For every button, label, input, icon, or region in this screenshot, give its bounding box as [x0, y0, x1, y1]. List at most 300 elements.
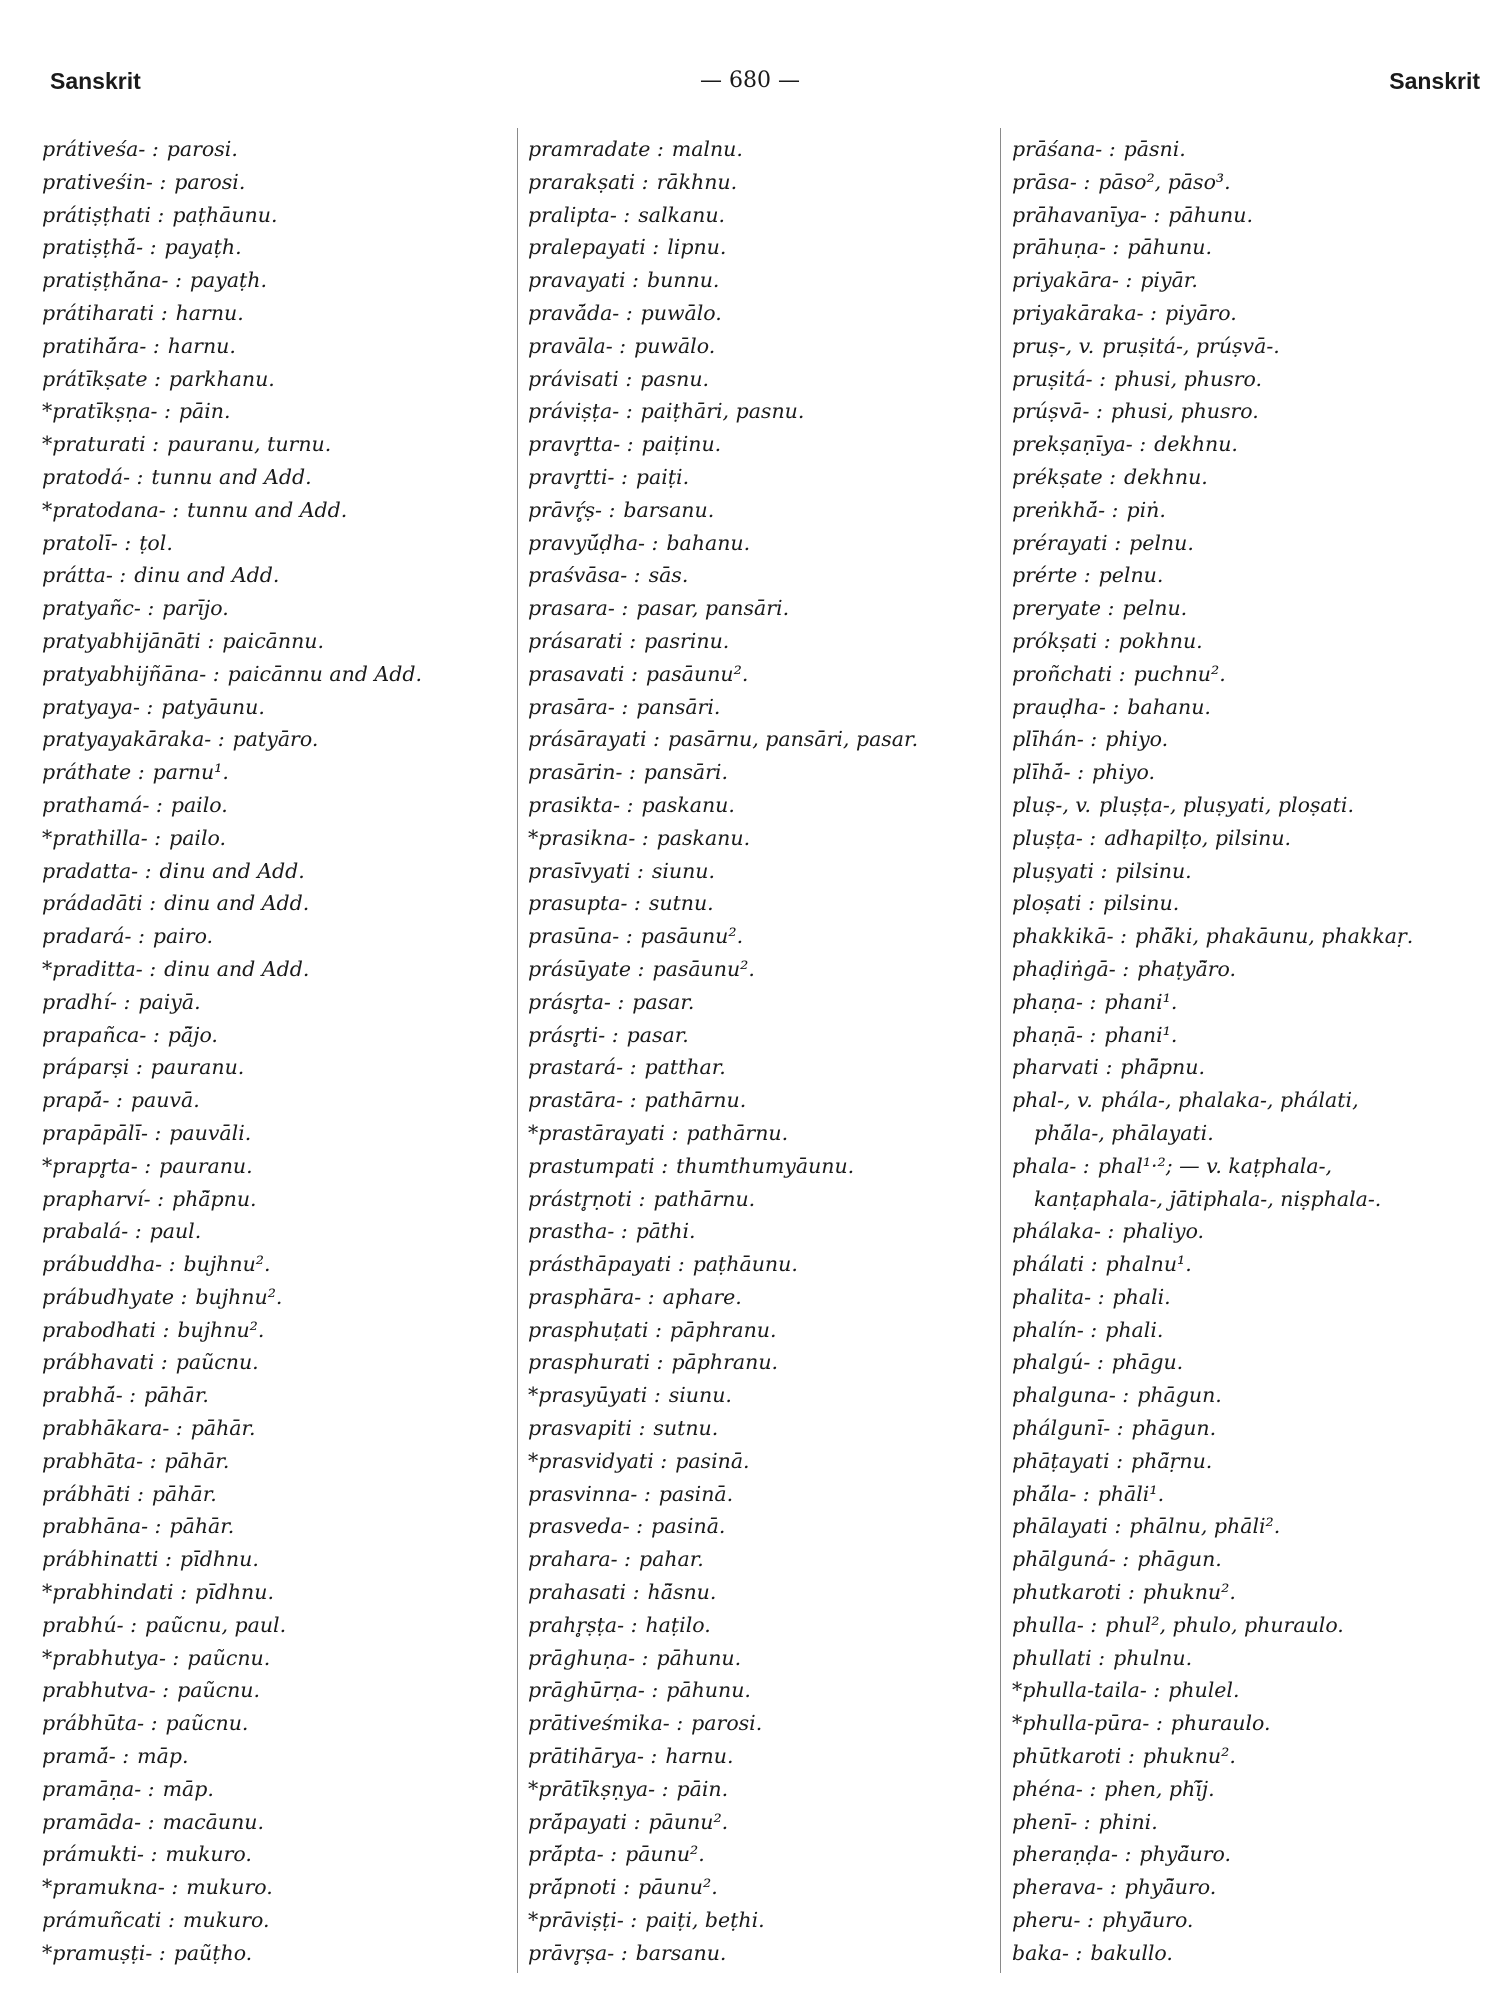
- entry-headword: *prāviṣṭi- :: [528, 1908, 638, 1933]
- dictionary-entry: [1012, 1707, 1492, 1740]
- entry-headword: priyakāraka- :: [1012, 300, 1157, 325]
- entry-headword: pramradate :: [528, 137, 664, 161]
- entry-headword: prastará- :: [528, 1055, 637, 1080]
- entry-headword: pravyū́ḍha- :: [528, 530, 659, 555]
- entry-references: paũcnu.: [165, 1711, 249, 1736]
- dictionary-entry: [42, 1543, 512, 1576]
- dictionary-entry: [528, 1314, 998, 1347]
- entry-headword: *phulla-pūra- :: [1012, 1711, 1163, 1736]
- dictionary-entry: [528, 953, 998, 986]
- entry-references: thumthumyāunu.: [676, 1153, 855, 1178]
- entry-headword: prasara- :: [528, 596, 629, 621]
- entry-headword: prabalá- :: [42, 1219, 142, 1244]
- dictionary-entry: [528, 920, 998, 953]
- dictionary-entry: [528, 1051, 998, 1084]
- dictionary-entry: [1012, 1642, 1492, 1675]
- entry-references: ṭol.: [139, 530, 173, 555]
- entry-references: pāhār.: [164, 1448, 230, 1473]
- dictionary-entry: [1012, 1510, 1492, 1543]
- entry-references: pasinā.: [658, 1481, 734, 1506]
- entry-references: phā̃ṛnu.: [1131, 1448, 1213, 1473]
- dictionary-entry: [528, 1838, 998, 1871]
- dictionary-entry: [42, 1838, 512, 1871]
- entry-references: paskanu.: [656, 825, 751, 850]
- entry-references: bujhnu².: [177, 1317, 265, 1342]
- entry-headword: prásthāpayati :: [528, 1252, 685, 1277]
- entry-references: pluṣṭa-, pluṣyati, ploṣati.: [1099, 792, 1354, 817]
- entry-references: phāgu.: [1111, 1350, 1184, 1375]
- entry-references: parosi.: [174, 169, 246, 194]
- dictionary-entry: [42, 428, 512, 461]
- dictionary-entry: [42, 297, 512, 330]
- dictionary-entry: [1012, 1674, 1492, 1707]
- dictionary-entry: [1012, 592, 1492, 625]
- entry-references: māp.: [137, 1744, 189, 1769]
- entry-headword: prarakṣati :: [528, 169, 649, 194]
- entry-references: bunnu.: [646, 268, 720, 293]
- dictionary-entry: [1012, 395, 1492, 428]
- entry-references: dinu and Add.: [159, 858, 305, 883]
- dictionary-entry: [528, 986, 998, 1019]
- dictionary-column-2: [528, 133, 998, 1970]
- entry-references: patyāro.: [232, 727, 319, 752]
- dictionary-entry: [528, 199, 998, 232]
- dictionary-entry: [528, 789, 998, 822]
- entry-headword: prásr̥ti- :: [528, 1022, 619, 1047]
- entry-references: tunnu and Add.: [151, 464, 312, 489]
- entry-headword: prāśana- :: [1012, 137, 1116, 161]
- entry-headword: prasārin- :: [528, 760, 636, 785]
- entry-headword: *praturati :: [42, 432, 160, 457]
- dictionary-entry: [42, 1674, 512, 1707]
- entry-references: pasārnu, pansāri, pasar.: [667, 727, 919, 752]
- entry-references: dinu and Add.: [134, 563, 280, 588]
- entry-references: phāli¹.: [1097, 1481, 1165, 1506]
- dictionary-entry: [42, 920, 512, 953]
- entry-headword: pravā́da- :: [528, 300, 633, 325]
- entry-headword: prasīvyati :: [528, 858, 644, 883]
- entry-headword: *praditta- :: [42, 956, 157, 981]
- entry-references: aphare.: [662, 1284, 742, 1309]
- entry-references: pāin.: [676, 1776, 729, 1801]
- entry-headword: *prathilla- :: [42, 825, 162, 850]
- dictionary-entry: [42, 559, 512, 592]
- dictionary-entry: [528, 133, 998, 166]
- entry-references: patyāunu.: [161, 694, 265, 719]
- entry-references: macāunu.: [162, 1809, 264, 1834]
- entry-references: pāin.: [178, 399, 231, 424]
- dictionary-entry: [1012, 1609, 1492, 1642]
- dictionary-entry: [528, 1576, 998, 1609]
- dictionary-entry: [1012, 1314, 1492, 1347]
- entry-headword: *pramukna- :: [42, 1875, 179, 1900]
- dictionary-entry: [42, 461, 512, 494]
- entry-headword: prámukti- :: [42, 1842, 158, 1867]
- dictionary-entry: [42, 1412, 512, 1445]
- entry-headword: prāghuṇa- :: [528, 1645, 649, 1670]
- entry-references: bujhnu².: [195, 1284, 283, 1309]
- entry-headword: prabodhati :: [42, 1317, 170, 1342]
- dictionary-entry: [42, 1609, 512, 1642]
- entry-references: phā̃ki, phakāunu, phakkaṛ.: [1134, 924, 1414, 949]
- entry-references: barsanu.: [635, 1940, 727, 1965]
- dictionary-entry: [528, 1937, 998, 1970]
- entry-headword: prabhú- :: [42, 1612, 138, 1637]
- dictionary-entry: [1012, 1543, 1492, 1576]
- dictionary-entry: [1012, 1576, 1492, 1609]
- dictionary-entry: [528, 691, 998, 724]
- dictionary-entry: [42, 1773, 512, 1806]
- entry-headword: phullati :: [1012, 1645, 1106, 1670]
- entry-references: phini.: [1098, 1809, 1158, 1834]
- entry-references: paicānnu and Add.: [227, 661, 422, 686]
- entry-references: phali.: [1105, 1317, 1164, 1342]
- entry-headword: phalgú- :: [1012, 1350, 1104, 1375]
- entry-headword: phálgunī- :: [1012, 1416, 1124, 1441]
- entry-references: paṭhāunu.: [172, 202, 278, 227]
- entry-headword: prásarati :: [528, 628, 637, 653]
- dictionary-entry: [1012, 855, 1492, 888]
- dictionary-entry: [528, 1412, 998, 1445]
- entry-headword: pluṣṭa- :: [1012, 825, 1097, 850]
- entry-references: dekhnu.: [1154, 432, 1238, 457]
- entry-headword: pluṣyati :: [1012, 858, 1108, 883]
- entry-references: paũcnu.: [177, 1678, 261, 1703]
- entry-references: dinu and Add.: [164, 956, 310, 981]
- dictionary-entry: [42, 1248, 512, 1281]
- entry-headword: prasphāra- :: [528, 1284, 655, 1309]
- dictionary-entry: [1012, 887, 1492, 920]
- entry-headword: pramā́- :: [42, 1744, 130, 1769]
- dictionary-entry: [528, 330, 998, 363]
- entry-references: pelnu.: [1129, 530, 1194, 555]
- dictionary-entry: [42, 1150, 512, 1183]
- entry-headword: proñchati :: [1012, 661, 1126, 686]
- entry-headword: *prasikna- :: [528, 825, 649, 850]
- dictionary-entry: [528, 1806, 998, 1839]
- entry-headword: prábhūta- :: [42, 1711, 158, 1736]
- dictionary-entry: [42, 887, 512, 920]
- entry-headword: prasveda- :: [528, 1514, 644, 1539]
- dictionary-entry: [528, 1019, 998, 1052]
- entry-headword: práparṣi :: [42, 1055, 143, 1080]
- dictionary-entry: [42, 756, 512, 789]
- entry-references: pāhunu.: [1127, 235, 1213, 260]
- entry-references: paiṭi, beṭhi.: [645, 1908, 765, 1933]
- dictionary-entry: [42, 1707, 512, 1740]
- entry-references: pauranu.: [159, 1153, 253, 1178]
- entry-headword: prátiharati :: [42, 300, 168, 325]
- dictionary-entry: [1012, 1379, 1492, 1412]
- entry-references: paiṭi.: [635, 464, 690, 489]
- entry-references: phiyo.: [1092, 760, 1155, 785]
- dictionary-entry: [1012, 494, 1492, 527]
- entry-references: pauranu.: [150, 1055, 245, 1080]
- entry-references: phali.: [1112, 1284, 1171, 1309]
- entry-references: phani¹.: [1104, 1022, 1178, 1047]
- entry-headword: prā́payati :: [528, 1809, 641, 1834]
- entry-headword: prasphurati :: [528, 1350, 664, 1375]
- entry-references: māp.: [162, 1776, 214, 1801]
- entry-headword: preryate :: [1012, 596, 1115, 621]
- entry-headword: prábuddha- :: [42, 1252, 176, 1277]
- entry-headword: *prātīkṣṇya- :: [528, 1776, 669, 1801]
- entry-references: phā̃pnu.: [171, 1186, 257, 1211]
- dictionary-entry: [528, 1346, 998, 1379]
- dictionary-entry: [1012, 822, 1492, 855]
- dictionary-entry: [42, 199, 512, 232]
- entry-headword: prátta- :: [42, 563, 127, 588]
- dictionary-entry: [42, 1346, 512, 1379]
- entry-references: pasāunu².: [645, 661, 749, 686]
- entry-headword: prasvapiti :: [528, 1416, 646, 1441]
- dictionary-entry: [1012, 1248, 1492, 1281]
- entry-headword: phāṭayati :: [1012, 1448, 1124, 1473]
- entry-headword: plīhán- :: [1012, 727, 1098, 752]
- entry-references: paũcnu.: [175, 1350, 259, 1375]
- entry-references: patthar.: [644, 1055, 726, 1080]
- entry-references: pelnu.: [1098, 563, 1164, 588]
- entry-headword: pralepayati :: [528, 235, 660, 260]
- entry-references: pansāri.: [636, 694, 721, 719]
- dictionary-entry: [42, 1478, 512, 1511]
- entry-headword: phéna- :: [1012, 1776, 1097, 1801]
- dictionary-entry: [42, 494, 512, 527]
- entry-headword: pratyabhijñāna- :: [42, 661, 220, 686]
- entry-headword: priyakāra- :: [1012, 268, 1133, 293]
- entry-headword: prásūyate :: [528, 956, 645, 981]
- dictionary-entry: [528, 723, 998, 756]
- dictionary-entry: [1012, 559, 1492, 592]
- entry-references: pasar, pansāri.: [636, 596, 790, 621]
- dictionary-entry: [528, 592, 998, 625]
- entry-references: piyār.: [1140, 268, 1198, 293]
- entry-references: phalnu¹.: [1105, 1252, 1192, 1277]
- entry-headword: prádadāti :: [42, 891, 157, 916]
- entry-references: rākhnu.: [656, 169, 738, 194]
- entry-headword: prabhutva- :: [42, 1678, 170, 1703]
- entry-references: piyāro.: [1164, 300, 1237, 325]
- entry-references: sutnu.: [653, 1416, 719, 1441]
- entry-headword: pharvati :: [1012, 1055, 1113, 1080]
- dictionary-entry: [1012, 527, 1492, 560]
- entry-references: pāhār.: [190, 1416, 256, 1441]
- entry-headword: prábhāti :: [42, 1481, 144, 1506]
- dictionary-entry: [528, 1215, 998, 1248]
- entry-references: phāgun.: [1137, 1383, 1222, 1408]
- entry-headword: prapañca- :: [42, 1022, 160, 1047]
- entry-references: pāsni.: [1123, 137, 1186, 161]
- entry-headword: prativeśin- :: [42, 169, 167, 194]
- column-divider: [1000, 128, 1001, 1973]
- entry-headword: *phulla-taila- :: [1012, 1678, 1161, 1703]
- entry-references: pruṣitá-, prúṣvā-.: [1102, 333, 1280, 358]
- entry-references: piṅ.: [1126, 497, 1166, 522]
- entry-headword: prauḍha- :: [1012, 694, 1120, 719]
- entry-headword: prérte :: [1012, 563, 1091, 588]
- entry-headword: *pratīkṣṇa- :: [42, 399, 171, 424]
- entry-references: pailo.: [170, 792, 228, 817]
- entry-headword: prasvinna- :: [528, 1481, 651, 1506]
- dictionary-entry: [528, 1084, 998, 1117]
- header-language-right: Sanskrit: [1389, 68, 1480, 94]
- header-language-left: Sanskrit: [50, 68, 141, 94]
- entry-references: pāhār.: [144, 1383, 209, 1408]
- entry-headword: pratyaya- :: [42, 694, 154, 719]
- entry-references: mukuro.: [186, 1875, 273, 1900]
- dictionary-entry: [42, 527, 512, 560]
- dictionary-entry: [42, 330, 512, 363]
- entry-headword: prátiveśa- :: [42, 137, 159, 161]
- entry-headword: praśvāsa- :: [528, 563, 641, 588]
- entry-headword: phaṇa- :: [1012, 989, 1097, 1014]
- entry-references: pathārnu.: [686, 1120, 789, 1145]
- dictionary-entry: [1012, 1215, 1492, 1248]
- entry-headword: prasupta- :: [528, 891, 641, 916]
- dictionary-entry: [1012, 1871, 1492, 1904]
- entry-headword: prastha- :: [528, 1219, 628, 1244]
- entry-headword: prókṣati :: [1012, 628, 1111, 653]
- dictionary-entry: [528, 166, 998, 199]
- entry-references: phālnu, phāli².: [1129, 1514, 1281, 1539]
- entry-references: parosi.: [691, 1711, 763, 1736]
- entry-references: pahar.: [638, 1547, 704, 1572]
- entry-headword: pherava- :: [1012, 1875, 1117, 1900]
- entry-references: pilsinu.: [1102, 891, 1180, 916]
- entry-headword: phaṇā- :: [1012, 1022, 1097, 1047]
- dictionary-entry: [1012, 1346, 1492, 1379]
- entry-headword: phalguna- :: [1012, 1383, 1130, 1408]
- entry-references: phyā̃uro.: [1101, 1908, 1194, 1933]
- dictionary-entry: [42, 691, 512, 724]
- entry-references: adhapilṭo, pilsinu.: [1104, 825, 1292, 850]
- entry-headword: prātihārya- :: [528, 1744, 658, 1769]
- entry-references: paskanu.: [641, 792, 735, 817]
- dictionary-entry: [42, 166, 512, 199]
- entry-references: pāphranu.: [671, 1350, 779, 1375]
- dictionary-entry: [1012, 1904, 1492, 1937]
- entry-headword: prāhuṇa- :: [1012, 235, 1120, 260]
- dictionary-entry: [42, 1051, 512, 1084]
- entry-headword: phálaka- :: [1012, 1219, 1115, 1244]
- entry-references: harnu.: [665, 1744, 734, 1769]
- entry-headword: phala- :: [1012, 1153, 1090, 1178]
- entry-references: bujhnu².: [183, 1252, 271, 1277]
- dictionary-entry: [528, 363, 998, 396]
- entry-headword: *prasvidyati :: [528, 1448, 668, 1473]
- entry-headword: pravāla- :: [528, 333, 627, 358]
- dictionary-column-1: [42, 133, 512, 1970]
- dictionary-entry: [1012, 264, 1492, 297]
- entry-headword: prámuñcati :: [42, 1908, 175, 1933]
- dictionary-entry: [1012, 1937, 1492, 1970]
- entry-references: phaṭyā̃ro.: [1137, 956, 1237, 981]
- entry-headword: *pratodana- :: [42, 497, 180, 522]
- entry-references: pauvāli.: [169, 1120, 252, 1145]
- page-header: [0, 68, 1500, 108]
- dictionary-entry: [42, 1740, 512, 1773]
- entry-references: pasar.: [626, 1022, 689, 1047]
- entry-references: phal¹·²; — v. kaṭphala-,: [1097, 1153, 1333, 1178]
- entry-references: pairo.: [152, 924, 214, 949]
- entry-references: payaṭh.: [189, 268, 268, 293]
- dictionary-entry: [42, 1084, 512, 1117]
- entry-references: siunu.: [651, 858, 716, 883]
- dictionary-entry: [42, 723, 512, 756]
- entry-headword: práthate :: [42, 760, 145, 785]
- dictionary-entry: [1012, 1478, 1492, 1511]
- dictionary-entry: [1012, 363, 1492, 396]
- dictionary-entry: [528, 527, 998, 560]
- entry-headword: prasavati :: [528, 661, 638, 686]
- entry-headword: pramāṇa- :: [42, 1776, 155, 1801]
- entry-references: hā̃snu.: [647, 1580, 717, 1605]
- entry-references: lipnu.: [667, 235, 727, 260]
- dictionary-entry: [528, 756, 998, 789]
- entry-headword: pruṣ-, v.: [1012, 333, 1095, 358]
- entry-references: pāso², pāso³.: [1098, 169, 1231, 194]
- entry-references: phul², phulo, phuraulo.: [1105, 1612, 1344, 1637]
- dictionary-entry: [528, 855, 998, 888]
- entry-headword: ploṣati :: [1012, 891, 1095, 916]
- entry-references: bahanu.: [1127, 694, 1211, 719]
- entry-headword: prā́pnoti :: [528, 1875, 631, 1900]
- entry-references: phuraulo.: [1170, 1711, 1271, 1736]
- entry-headword: pratyañc- :: [42, 596, 155, 621]
- entry-headword: kanṭaphala-, jātiphala-, niṣphala-.: [1034, 1186, 1382, 1211]
- dictionary-entry: [528, 297, 998, 330]
- dictionary-entry: [528, 1478, 998, 1511]
- entry-references: puwālo.: [634, 333, 716, 358]
- entry-references: paiṭhāri, pasnu.: [640, 399, 805, 424]
- dictionary-entry: [1012, 625, 1492, 658]
- dictionary-entry: [42, 1871, 512, 1904]
- entry-references: pāhunu.: [666, 1678, 751, 1703]
- entry-headword: prathamá- :: [42, 792, 163, 817]
- dictionary-entry: [1012, 1740, 1492, 1773]
- dictionary-entry: [1012, 1019, 1492, 1052]
- dictionary-entry: [1012, 231, 1492, 264]
- dictionary-entry: [528, 1609, 998, 1642]
- entry-headword: phakkikā- :: [1012, 924, 1127, 949]
- dictionary-entry: [42, 1642, 512, 1675]
- entry-headword: pradatta- :: [42, 858, 152, 883]
- entry-references: payaṭh.: [164, 235, 242, 260]
- dictionary-entry: [528, 1904, 998, 1937]
- entry-references: pilsinu.: [1115, 858, 1192, 883]
- entry-references: pīdhnu.: [179, 1547, 259, 1572]
- entry-headword: pratodá- :: [42, 464, 144, 489]
- dictionary-entry: [42, 133, 512, 166]
- entry-headword: phulla- :: [1012, 1612, 1098, 1637]
- entry-headword: prúṣvā- :: [1012, 399, 1103, 424]
- dictionary-entry: [42, 986, 512, 1019]
- entry-headword: *pramuṣṭi- :: [42, 1940, 166, 1965]
- entry-headword: prasikta- :: [528, 792, 634, 817]
- entry-references: haṭilo.: [645, 1612, 711, 1637]
- dictionary-entry: [42, 264, 512, 297]
- entry-references: pā̃jo.: [167, 1022, 218, 1047]
- dictionary-entry: [528, 1281, 998, 1314]
- entry-references: pathārnu.: [653, 1186, 756, 1211]
- dictionary-entry: [1012, 789, 1492, 822]
- entry-references: phāgun.: [1131, 1416, 1217, 1441]
- entry-references: sutnu.: [648, 891, 714, 916]
- entry-references: paul.: [149, 1219, 202, 1244]
- dictionary-entry: [42, 395, 512, 428]
- dictionary-entry: [528, 1543, 998, 1576]
- entry-references: parnu¹.: [152, 760, 229, 785]
